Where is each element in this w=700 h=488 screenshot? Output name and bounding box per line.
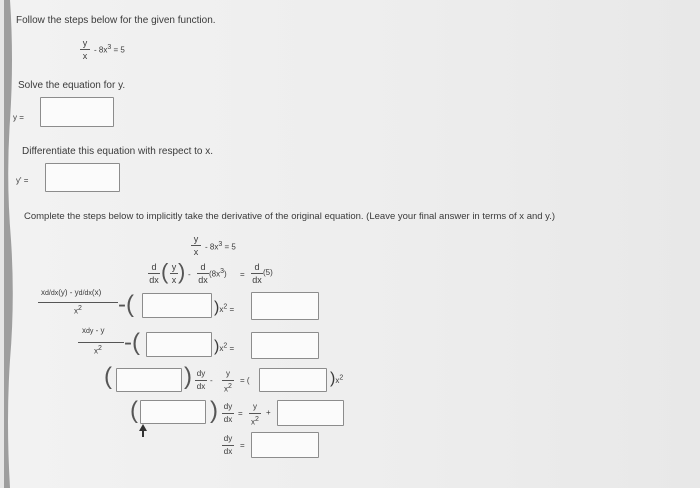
implicit-prompt: Complete the steps below to implicitly take the derivative of the original equation. (Leave your final answer in terms of x and y.): [24, 211, 556, 222]
diff-prompt: Differentiate this equation with respect to x.: [22, 146, 214, 157]
step2-ddx-1: d dx: [149, 262, 159, 285]
step3-input-1[interactable]: [142, 293, 212, 318]
step4-close-x2: )$x^2$ =: [214, 338, 235, 355]
step3-close-x2: )$x^2$ =: [214, 299, 235, 316]
given-rest: - $8x^3 = 5$: [94, 44, 125, 55]
step7-dydx: dy dx: [223, 434, 233, 456]
step5-dydx: dy dx: [196, 369, 206, 391]
step1-rest: - $8x^3 = 5$: [205, 241, 236, 252]
step6-eq: =: [238, 409, 243, 418]
step7-eq: =: [240, 441, 245, 450]
step2-yx: y x: [171, 262, 177, 285]
step3-denominator: $x^2$: [74, 305, 82, 316]
step6-plus: +: [266, 408, 271, 417]
diff-label: y' =: [16, 176, 29, 185]
step6-input-2[interactable]: [277, 400, 344, 426]
step4-numerator: xdy - y: [82, 326, 105, 335]
page-edge-shadow: [4, 0, 18, 488]
solve-prompt: Solve the equation for y.: [18, 80, 126, 91]
solve-y-input[interactable]: [40, 97, 114, 127]
page: Follow the steps below for the given function. y x - $8x^3 = 5$ Solve the equation for y. y = Differentiate this equation with respect to x. y' = Complete the steps below to implicitly take the derivative of the original equation. (Leave your final answer in terms of x and y.) y x - $8x^3 = 5$ d dx ( y x ) - d dx $(8x^3)$ = d dx (5) xd/dx(y) - yd/dx(x) $x^2$ -( )$x^2$ = xdy - y $x^2$ -( )$x^2$ = ( ) dy dx - y $x^2$ = ( )$x^2$ ( ) dy dx = y $x^2$ + dy dx =: [4, 0, 700, 488]
step5-input-1[interactable]: [116, 368, 182, 392]
step6-yx2: y $x^2$: [249, 402, 261, 428]
solve-label: y =: [13, 113, 24, 122]
step3-input-2[interactable]: [251, 292, 319, 320]
step5-yx2: y $x^2$: [222, 369, 234, 395]
step5-close-x2: )$x^2$: [330, 370, 344, 387]
step2-ddx-3: d dx: [252, 262, 262, 285]
step3-numerator: xd/dx(y) - yd/dx(x): [41, 288, 102, 297]
step4-input-1[interactable]: [146, 332, 212, 357]
derivative-input[interactable]: [45, 163, 120, 192]
step2-8x3: $(8x^3)$: [209, 268, 227, 279]
step2-ddx-2: d dx: [198, 262, 208, 285]
final-dydx-input[interactable]: [251, 432, 319, 458]
given-fraction: y x: [80, 38, 90, 61]
step5-eq: = (: [240, 376, 250, 385]
instruction-text: Follow the steps below for the given function.: [16, 15, 216, 26]
step6-dydx: dy dx: [223, 402, 233, 424]
step2-eq: =: [240, 270, 245, 279]
step4-input-2[interactable]: [251, 332, 319, 359]
step5-minus: -: [210, 376, 213, 385]
step6-input-1[interactable]: [140, 400, 206, 424]
step1-fraction: y x: [191, 234, 201, 257]
step5-input-2[interactable]: [259, 368, 327, 392]
step2-five: (5): [263, 268, 273, 277]
arrow-cursor-icon: [138, 424, 148, 438]
step4-denominator: $x^2$: [94, 345, 102, 356]
step2-minus: -: [188, 270, 191, 279]
